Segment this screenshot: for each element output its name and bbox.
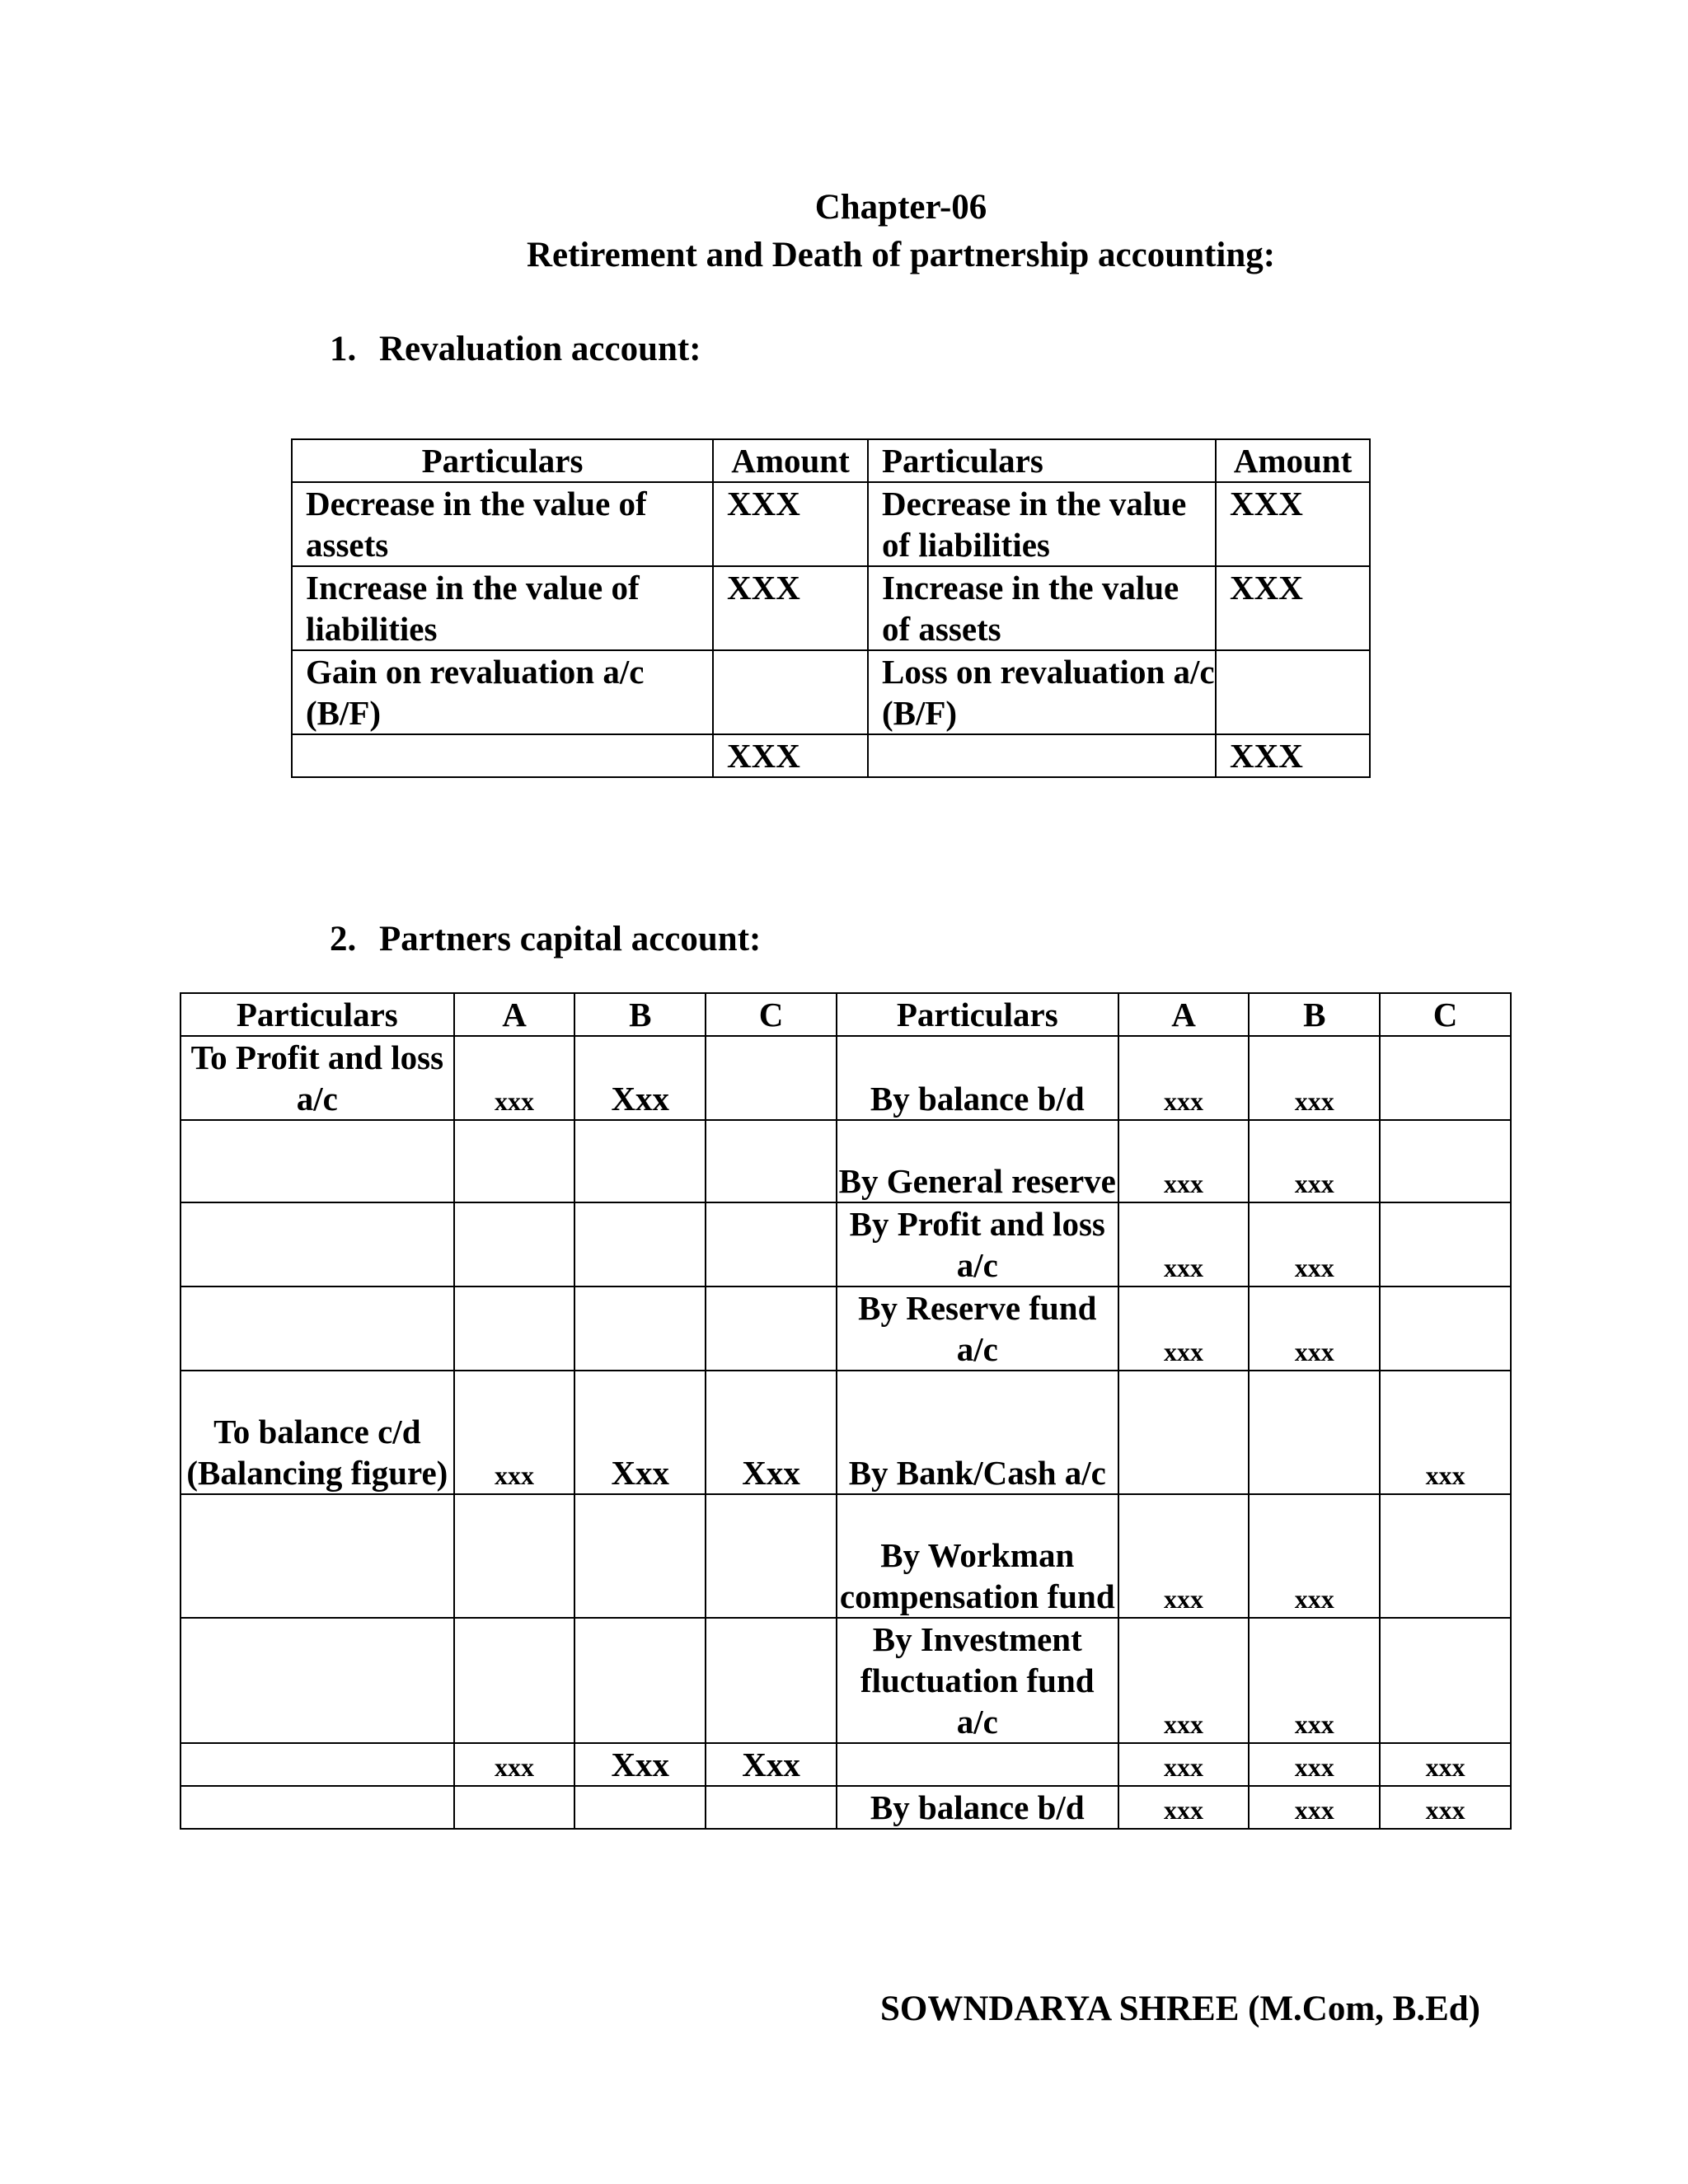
debit-particulars bbox=[181, 1286, 454, 1371]
header-cell: Particulars bbox=[837, 993, 1118, 1036]
section-title: Partners capital account: bbox=[379, 920, 762, 958]
table-row bbox=[292, 650, 1370, 734]
header-cell: A bbox=[1118, 993, 1250, 1036]
table-row bbox=[181, 1202, 1511, 1286]
header-cell: C bbox=[706, 993, 837, 1036]
credit-c: xxx bbox=[1380, 1743, 1511, 1786]
debit-a bbox=[454, 1120, 575, 1202]
credit-b: xxx bbox=[1249, 1494, 1380, 1618]
header-cell: Particulars bbox=[868, 439, 1216, 482]
debit-particulars: Increase in the value of liabilities bbox=[292, 566, 713, 650]
table-row bbox=[292, 566, 1370, 650]
debit-c bbox=[706, 1036, 837, 1120]
section-number: 1. bbox=[330, 330, 357, 368]
debit-b: Xxx bbox=[574, 1036, 706, 1120]
debit-c bbox=[706, 1120, 837, 1202]
credit-b: xxx bbox=[1249, 1786, 1380, 1829]
credit-b: xxx bbox=[1249, 1618, 1380, 1743]
debit-particulars bbox=[181, 1120, 454, 1202]
credit-a: xxx bbox=[1118, 1743, 1250, 1786]
debit-a bbox=[454, 1786, 575, 1829]
credit-c bbox=[1380, 1494, 1511, 1618]
credit-c bbox=[1380, 1120, 1511, 1202]
debit-amount: XXX bbox=[713, 566, 868, 650]
credit-particulars: By Profit and loss a/c bbox=[837, 1202, 1118, 1286]
credit-c bbox=[1380, 1618, 1511, 1743]
debit-b bbox=[574, 1618, 706, 1743]
debit-amount bbox=[713, 650, 868, 734]
credit-a: xxx bbox=[1118, 1786, 1250, 1829]
header-cell: Particulars bbox=[292, 439, 713, 482]
header-cell: B bbox=[574, 993, 706, 1036]
credit-a: xxx bbox=[1118, 1494, 1250, 1618]
credit-b: xxx bbox=[1249, 1286, 1380, 1371]
credit-a: xxx bbox=[1118, 1286, 1250, 1371]
credit-particulars: By Investment fluctuation fund a/c bbox=[837, 1618, 1118, 1743]
credit-amount bbox=[1216, 650, 1370, 734]
section-number: 2. bbox=[330, 920, 357, 958]
debit-c bbox=[706, 1494, 837, 1618]
debit-total: XXX bbox=[713, 734, 868, 777]
credit-b: xxx bbox=[1249, 1743, 1380, 1786]
table-row bbox=[181, 1494, 1511, 1618]
debit-particulars: Decrease in the value of assets bbox=[292, 482, 713, 566]
credit-a bbox=[1118, 1371, 1250, 1494]
section-heading-revaluation bbox=[330, 326, 701, 373]
partners-capital-table bbox=[180, 992, 1512, 1830]
debit-particulars bbox=[181, 1202, 454, 1286]
debit-c: Xxx bbox=[706, 1743, 837, 1786]
credit-particulars: By balance b/d bbox=[837, 1036, 1118, 1120]
credit-particulars: Loss on revaluation a/c (B/F) bbox=[868, 650, 1216, 734]
debit-a: xxx bbox=[454, 1371, 575, 1494]
debit-a bbox=[454, 1286, 575, 1371]
debit-b bbox=[574, 1494, 706, 1618]
credit-a: xxx bbox=[1118, 1036, 1250, 1120]
header-cell: B bbox=[1249, 993, 1380, 1036]
credit-a: xxx bbox=[1118, 1120, 1250, 1202]
author-signature: SOWNDARYA SHREE (M.Com, B.Ed) bbox=[880, 1990, 1480, 2028]
credit-b bbox=[1249, 1371, 1380, 1494]
revaluation-account-table bbox=[291, 438, 1371, 778]
debit-c: Xxx bbox=[706, 1371, 837, 1494]
section-heading-capital bbox=[330, 916, 761, 963]
credit-c bbox=[1380, 1202, 1511, 1286]
header-cell: Amount bbox=[713, 439, 868, 482]
debit-a bbox=[454, 1618, 575, 1743]
table-row bbox=[292, 482, 1370, 566]
credit-particulars bbox=[837, 1743, 1118, 1786]
debit-particulars: Gain on revaluation a/c (B/F) bbox=[292, 650, 713, 734]
credit-particulars: By Bank/Cash a/c bbox=[837, 1371, 1118, 1494]
credit-particulars: By Workman compensation fund bbox=[837, 1494, 1118, 1618]
header-cell: A bbox=[454, 993, 575, 1036]
table-row bbox=[181, 1036, 1511, 1120]
debit-particulars bbox=[181, 1743, 454, 1786]
debit-amount: XXX bbox=[713, 482, 868, 566]
credit-a: xxx bbox=[1118, 1618, 1250, 1743]
section-title: Revaluation account: bbox=[379, 330, 701, 368]
debit-a: xxx bbox=[454, 1036, 575, 1120]
credit-particulars: Increase in the value of assets bbox=[868, 566, 1216, 650]
chapter-subtitle: Retirement and Death of partnership accounting: bbox=[526, 236, 1276, 274]
table-header-row bbox=[292, 439, 1370, 482]
debit-c bbox=[706, 1786, 837, 1829]
chapter-title: Chapter-06 bbox=[814, 188, 987, 227]
debit-c bbox=[706, 1286, 837, 1371]
debit-particulars bbox=[181, 1494, 454, 1618]
credit-b: xxx bbox=[1249, 1202, 1380, 1286]
debit-particulars bbox=[181, 1786, 454, 1829]
credit-c bbox=[1380, 1286, 1511, 1371]
debit-b bbox=[574, 1202, 706, 1286]
table-row bbox=[181, 1371, 1511, 1494]
table-header-row bbox=[181, 993, 1511, 1036]
credit-a: xxx bbox=[1118, 1202, 1250, 1286]
debit-b: Xxx bbox=[574, 1743, 706, 1786]
credit-total: XXX bbox=[1216, 734, 1370, 777]
debit-particulars bbox=[292, 734, 713, 777]
debit-a bbox=[454, 1494, 575, 1618]
header-cell: Particulars bbox=[181, 993, 454, 1036]
credit-particulars: By balance b/d bbox=[837, 1786, 1118, 1829]
debit-particulars bbox=[181, 1618, 454, 1743]
table-row bbox=[181, 1286, 1511, 1371]
credit-particulars bbox=[868, 734, 1216, 777]
debit-b bbox=[574, 1120, 706, 1202]
debit-particulars: To Profit and loss a/c bbox=[181, 1036, 454, 1120]
credit-b: xxx bbox=[1249, 1120, 1380, 1202]
header-cell: C bbox=[1380, 993, 1511, 1036]
table-row bbox=[181, 1618, 1511, 1743]
credit-c bbox=[1380, 1036, 1511, 1120]
debit-particulars: To balance c/d (Balancing figure) bbox=[181, 1371, 454, 1494]
debit-b: Xxx bbox=[574, 1371, 706, 1494]
table-row bbox=[181, 1786, 1511, 1829]
debit-a: xxx bbox=[454, 1743, 575, 1786]
credit-b: xxx bbox=[1249, 1036, 1380, 1120]
debit-b bbox=[574, 1786, 706, 1829]
table-total-row bbox=[181, 1743, 1511, 1786]
credit-amount: XXX bbox=[1216, 482, 1370, 566]
credit-amount: XXX bbox=[1216, 566, 1370, 650]
credit-c: xxx bbox=[1380, 1786, 1511, 1829]
header-cell: Amount bbox=[1216, 439, 1370, 482]
credit-particulars: By Reserve fund a/c bbox=[837, 1286, 1118, 1371]
credit-particulars: Decrease in the value of liabilities bbox=[868, 482, 1216, 566]
debit-c bbox=[706, 1202, 837, 1286]
credit-c: xxx bbox=[1380, 1371, 1511, 1494]
table-total-row bbox=[292, 734, 1370, 777]
debit-a bbox=[454, 1202, 575, 1286]
debit-b bbox=[574, 1286, 706, 1371]
table-row bbox=[181, 1120, 1511, 1202]
debit-c bbox=[706, 1618, 837, 1743]
credit-particulars: By General reserve bbox=[837, 1120, 1118, 1202]
